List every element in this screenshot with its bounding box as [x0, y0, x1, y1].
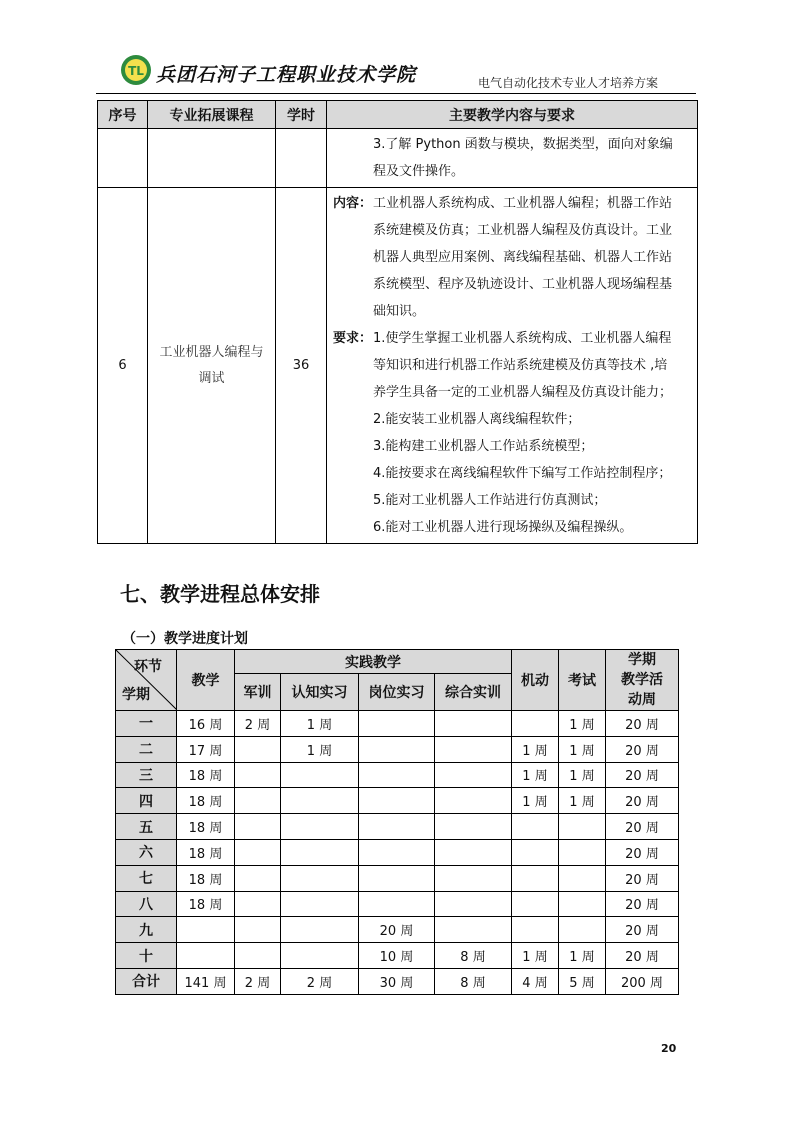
- content-label: 内容：: [333, 196, 373, 211]
- table-cell: [435, 917, 512, 943]
- course-content: [327, 188, 698, 544]
- content-line: 系统建模及仿真；工业机器人编程及仿真设计。工业: [373, 223, 673, 238]
- table-cell: 20 周: [606, 865, 679, 891]
- header-no: 序号: [98, 101, 148, 129]
- table-cell: 20 周: [606, 762, 679, 788]
- svg-text:TL: TL: [128, 64, 144, 78]
- table-cell: 18 周: [177, 762, 235, 788]
- table-cell: 1 周: [281, 711, 359, 737]
- table-cell: 2 周: [235, 968, 281, 994]
- empty-cell: [98, 129, 148, 188]
- table-cell: [512, 711, 559, 737]
- table-cell: [235, 865, 281, 891]
- page-number: 20: [661, 1042, 677, 1055]
- table-cell: [281, 788, 359, 814]
- header-exam: 考试: [559, 650, 606, 711]
- table-cell: [359, 839, 435, 865]
- header-activity-weeks: [606, 650, 679, 711]
- table-cell: [235, 891, 281, 917]
- header-content: 主要教学内容与要求: [327, 101, 698, 129]
- header-activity-line: 动周: [628, 692, 656, 708]
- table-cell: 2 周: [235, 711, 281, 737]
- table-cell: 18 周: [177, 839, 235, 865]
- table-cell: [281, 917, 359, 943]
- content-line: 3.了解 Python 函数与模块，数据类型，面向对象编: [373, 137, 673, 152]
- requirement-block: [333, 325, 689, 541]
- table-cell: 16 周: [177, 711, 235, 737]
- table-cell: 1 周: [281, 736, 359, 762]
- table-cell: 1 周: [512, 736, 559, 762]
- header-internship: 岗位实习: [359, 674, 435, 711]
- table-cell: [512, 839, 559, 865]
- table-cell: 5 周: [559, 968, 606, 994]
- table-cell: [235, 814, 281, 840]
- table-cell: 20 周: [606, 839, 679, 865]
- table-cell: 141 周: [177, 968, 235, 994]
- table-cell: 30 周: [359, 968, 435, 994]
- table-cell: [235, 736, 281, 762]
- requirement-line: 1.使学生掌握工业机器人系统构成、工业机器人编程: [373, 331, 672, 346]
- table-cell: [235, 839, 281, 865]
- school-name: 兵团石河子工程职业技术学院: [156, 64, 417, 86]
- requirement-line: 4.能按要求在离线编程软件下编写工作站控制程序；: [373, 466, 672, 481]
- table-row: [116, 968, 679, 994]
- content-line: 程及文件操作。: [373, 164, 465, 179]
- table-row: [116, 891, 679, 917]
- course-name-line: 工业机器人编程与: [159, 344, 264, 360]
- table-cell: 200 周: [606, 968, 679, 994]
- table-cell: [512, 917, 559, 943]
- semester-cell: 九: [116, 917, 177, 943]
- header-teaching: 教学: [177, 650, 235, 711]
- course-name: [148, 188, 276, 544]
- requirement-line: 6.能对工业机器人进行现场操纵及编程操纵。: [373, 520, 633, 535]
- course-hours: 36: [276, 188, 327, 544]
- table-cell: 10 周: [359, 943, 435, 969]
- table-cell: [435, 788, 512, 814]
- table-cell: [359, 788, 435, 814]
- table-cell: [281, 839, 359, 865]
- requirement-line: 养学生具备一定的工业机器人编程及仿真设计能力；: [373, 385, 673, 400]
- header-training: 综合实训: [435, 674, 512, 711]
- content-block: [333, 190, 689, 325]
- header-hours: 学时: [276, 101, 327, 129]
- table-row: [116, 865, 679, 891]
- table-cell: [359, 891, 435, 917]
- semester-cell: 八: [116, 891, 177, 917]
- table-row: [116, 762, 679, 788]
- school-logo-icon: [120, 54, 152, 86]
- semester-cell: 七: [116, 865, 177, 891]
- table-cell: [435, 865, 512, 891]
- table-cell: 20 周: [606, 917, 679, 943]
- table-cell: 20 周: [606, 711, 679, 737]
- table-row-continued: [98, 129, 698, 188]
- semester-cell: 一: [116, 711, 177, 737]
- table-row: [116, 917, 679, 943]
- corner-top-label: 环节: [134, 659, 162, 675]
- course-name-line: 调试: [198, 370, 225, 386]
- table-cell: 1 周: [559, 762, 606, 788]
- corner-bottom-label: 学期: [122, 687, 150, 703]
- header-practice: 实践教学: [235, 650, 512, 674]
- table-row: [98, 188, 698, 544]
- header-course: 专业拓展课程: [148, 101, 276, 129]
- requirement-line: 等知识和进行机器工作站系统建模及仿真等技术 ,培: [373, 358, 668, 373]
- table-cell: [281, 943, 359, 969]
- requirement-label: 要求：: [333, 331, 373, 346]
- table-cell: [435, 891, 512, 917]
- schedule-table: [115, 649, 679, 995]
- table-cell: [177, 917, 235, 943]
- table-cell: [359, 711, 435, 737]
- table-cell: 1 周: [559, 736, 606, 762]
- table-cell: 18 周: [177, 891, 235, 917]
- header-cognitive: 认知实习: [281, 674, 359, 711]
- requirement-line: 2.能安装工业机器人离线编程软件；: [373, 412, 581, 427]
- row-number: 6: [98, 188, 148, 544]
- table-cell: 8 周: [435, 943, 512, 969]
- semester-cell: 三: [116, 762, 177, 788]
- table-cell: [435, 814, 512, 840]
- table-cell: [559, 839, 606, 865]
- table-cell: [177, 943, 235, 969]
- course-table-header: [98, 101, 698, 129]
- course-table: [97, 100, 698, 544]
- empty-cell: [148, 129, 276, 188]
- table-row: [116, 814, 679, 840]
- table-cell: [435, 762, 512, 788]
- table-cell: 17 周: [177, 736, 235, 762]
- table-cell: 20 周: [606, 788, 679, 814]
- schedule-header-row-1: [116, 650, 679, 674]
- subsection-title: （一）教学进度计划: [122, 631, 248, 647]
- header-flex: 机动: [512, 650, 559, 711]
- header-military: 军训: [235, 674, 281, 711]
- table-cell: 1 周: [559, 788, 606, 814]
- table-cell: [281, 762, 359, 788]
- table-cell: 1 周: [559, 943, 606, 969]
- table-cell: 1 周: [512, 943, 559, 969]
- table-cell: [559, 917, 606, 943]
- table-cell: [235, 917, 281, 943]
- semester-cell: 二: [116, 736, 177, 762]
- header-activity-line: 学期: [628, 652, 656, 668]
- semester-cell: 十: [116, 943, 177, 969]
- table-cell: [235, 762, 281, 788]
- table-row: [116, 711, 679, 737]
- table-cell: [435, 839, 512, 865]
- document-title: 电气自动化技术专业人才培养方案: [477, 76, 658, 90]
- table-cell: 1 周: [559, 711, 606, 737]
- continued-content: [327, 129, 698, 188]
- semester-cell: 六: [116, 839, 177, 865]
- semester-cell: 合计: [116, 968, 177, 994]
- content-line: 机器人典型应用案例、离线编程基础、机器人工作站: [373, 250, 673, 265]
- content-line: 工业机器人系统构成、工业机器人编程；机器工作站: [373, 196, 673, 211]
- table-cell: [512, 814, 559, 840]
- table-cell: [559, 814, 606, 840]
- table-cell: 20 周: [606, 943, 679, 969]
- table-cell: [435, 736, 512, 762]
- table-cell: [512, 891, 559, 917]
- content-line: 础知识。: [373, 304, 426, 319]
- table-cell: [435, 711, 512, 737]
- table-row: [116, 839, 679, 865]
- page-header: [120, 52, 680, 94]
- semester-cell: 五: [116, 814, 177, 840]
- schedule-body: [116, 711, 679, 995]
- table-cell: [359, 736, 435, 762]
- table-row: [116, 943, 679, 969]
- table-cell: [235, 788, 281, 814]
- table-row: [116, 736, 679, 762]
- table-cell: 20 周: [606, 736, 679, 762]
- table-row: [116, 788, 679, 814]
- table-cell: [512, 865, 559, 891]
- section-title: 七、教学进程总体安排: [120, 582, 320, 606]
- table-cell: [235, 943, 281, 969]
- table-cell: 18 周: [177, 788, 235, 814]
- empty-cell: [276, 129, 327, 188]
- semester-cell: 四: [116, 788, 177, 814]
- table-cell: 20 周: [606, 891, 679, 917]
- table-cell: 20 周: [606, 814, 679, 840]
- table-cell: [359, 814, 435, 840]
- header-activity-line: 教学活: [621, 672, 663, 688]
- table-cell: 1 周: [512, 762, 559, 788]
- table-cell: 8 周: [435, 968, 512, 994]
- table-cell: 18 周: [177, 865, 235, 891]
- table-cell: [359, 762, 435, 788]
- requirement-line: 5.能对工业机器人工作站进行仿真测试；: [373, 493, 607, 508]
- table-cell: [559, 891, 606, 917]
- requirement-line: 3.能构建工业机器人工作站系统模型；: [373, 439, 594, 454]
- table-cell: 20 周: [359, 917, 435, 943]
- content-line: 系统模型、程序及轨迹设计、工业机器人现场编程基: [373, 277, 673, 292]
- table-cell: 1 周: [512, 788, 559, 814]
- table-cell: [281, 814, 359, 840]
- corner-cell: [116, 650, 177, 711]
- header-divider: [96, 93, 696, 94]
- table-cell: [359, 865, 435, 891]
- table-cell: 18 周: [177, 814, 235, 840]
- table-cell: [559, 865, 606, 891]
- table-cell: 4 周: [512, 968, 559, 994]
- table-cell: [281, 865, 359, 891]
- table-cell: 2 周: [281, 968, 359, 994]
- table-cell: [281, 891, 359, 917]
